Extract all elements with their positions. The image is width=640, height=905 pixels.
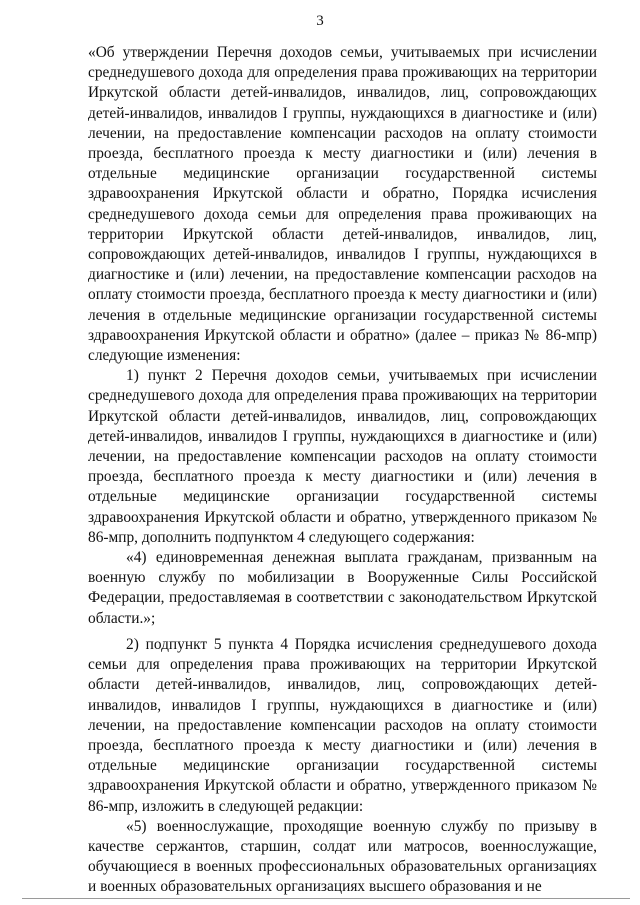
bottom-scan-line <box>22 898 630 899</box>
document-body <box>88 43 597 898</box>
paragraph-item-1: 1) пункт 2 Перечня доходов семьи, учитываемых при исчислении среднедушевого дохода для определения права проживающих на территории Иркутской области детей-инвалидов, инвалидов, лиц, сопровождающих детей-инвалидов, инвалидов I группы, нуждающихся в диагностике и (или) лечении, на предоставление компенсации расходов на оплату стоимости проезда, бесплатного проезда к месту диагностики и (или) лечения в отдельные медицинские организации государственной системы здравоохранения Иркутской области и обратно, утвержденного приказом № 86-мпр, дополнить подпунктом 4 следующего содержания: <box>88 367 597 546</box>
page-number: 3 <box>316 13 324 29</box>
paragraph-order-title: «Об утверждении Перечня доходов семьи, учитываемых при исчислении среднедушевого дохода для определения права проживающих на территории Иркутской области детей-инвалидов, инвалидов, лиц, сопровождающих детей-инвалидов, инвалидов I группы, нуждающихся в диагностике и (или) лечении, на предоставление компенсации расходов на оплату стоимости проезда, бесплатного проезда к месту диагностики и (или) лечения в отдельные медицинские организации государственной системы здравоохранения Иркутской области и обратно, Порядка исчисления среднедушевого дохода семьи для определения права проживающих на территории Иркутской области детей-инвалидов, инвалидов, лиц, сопровождающих детей-инвалидов, инвалидов I группы, нуждающихся в диагностике и (или) лечении, на предоставление компенсации расходов на оплату стоимости проезда, бесплатного проезда к месту диагностики и (или) лечения в отдельные медицинские организации государственной системы здравоохранения Иркутской области и обратно» (далее – приказ № 86-мпр) следующие изменения: <box>88 44 597 365</box>
paragraph-item-2: 2) подпункт 5 пункта 4 Порядка исчисления среднедушевого дохода семьи для определения права проживающих на территории Иркутской области детей-инвалидов, инвалидов, лиц, сопровождающих детей-инвалидов, инвалидов I группы, нуждающихся в диагностике и (или) лечении, на предоставление компенсации расходов на оплату стоимости проезда, бесплатного проезда к месту диагностики и (или) лечения в отдельные медицинские организации государственной системы здравоохранения Иркутской области и обратно, утвержденного приказом № 86-мпр, изложить в следующей редакции: <box>88 635 597 815</box>
paragraph-subitem-5: «5) военнослужащие, проходящие военную службу по призыву в качестве сержантов, старшин, солдат или матросов, военнослужащие, обучающиеся в военных профессиональных образовательных организациях и военных образовательных организациях высшего образования и не <box>88 817 597 896</box>
paragraph-subitem-4: «4) единовременная денежная выплата гражданам, призванным на военную службу по мобилизации в Вооруженные Силы Российской Федерации, предоставляемая в соответствии с законодательством Иркутской области.»; <box>88 549 597 627</box>
